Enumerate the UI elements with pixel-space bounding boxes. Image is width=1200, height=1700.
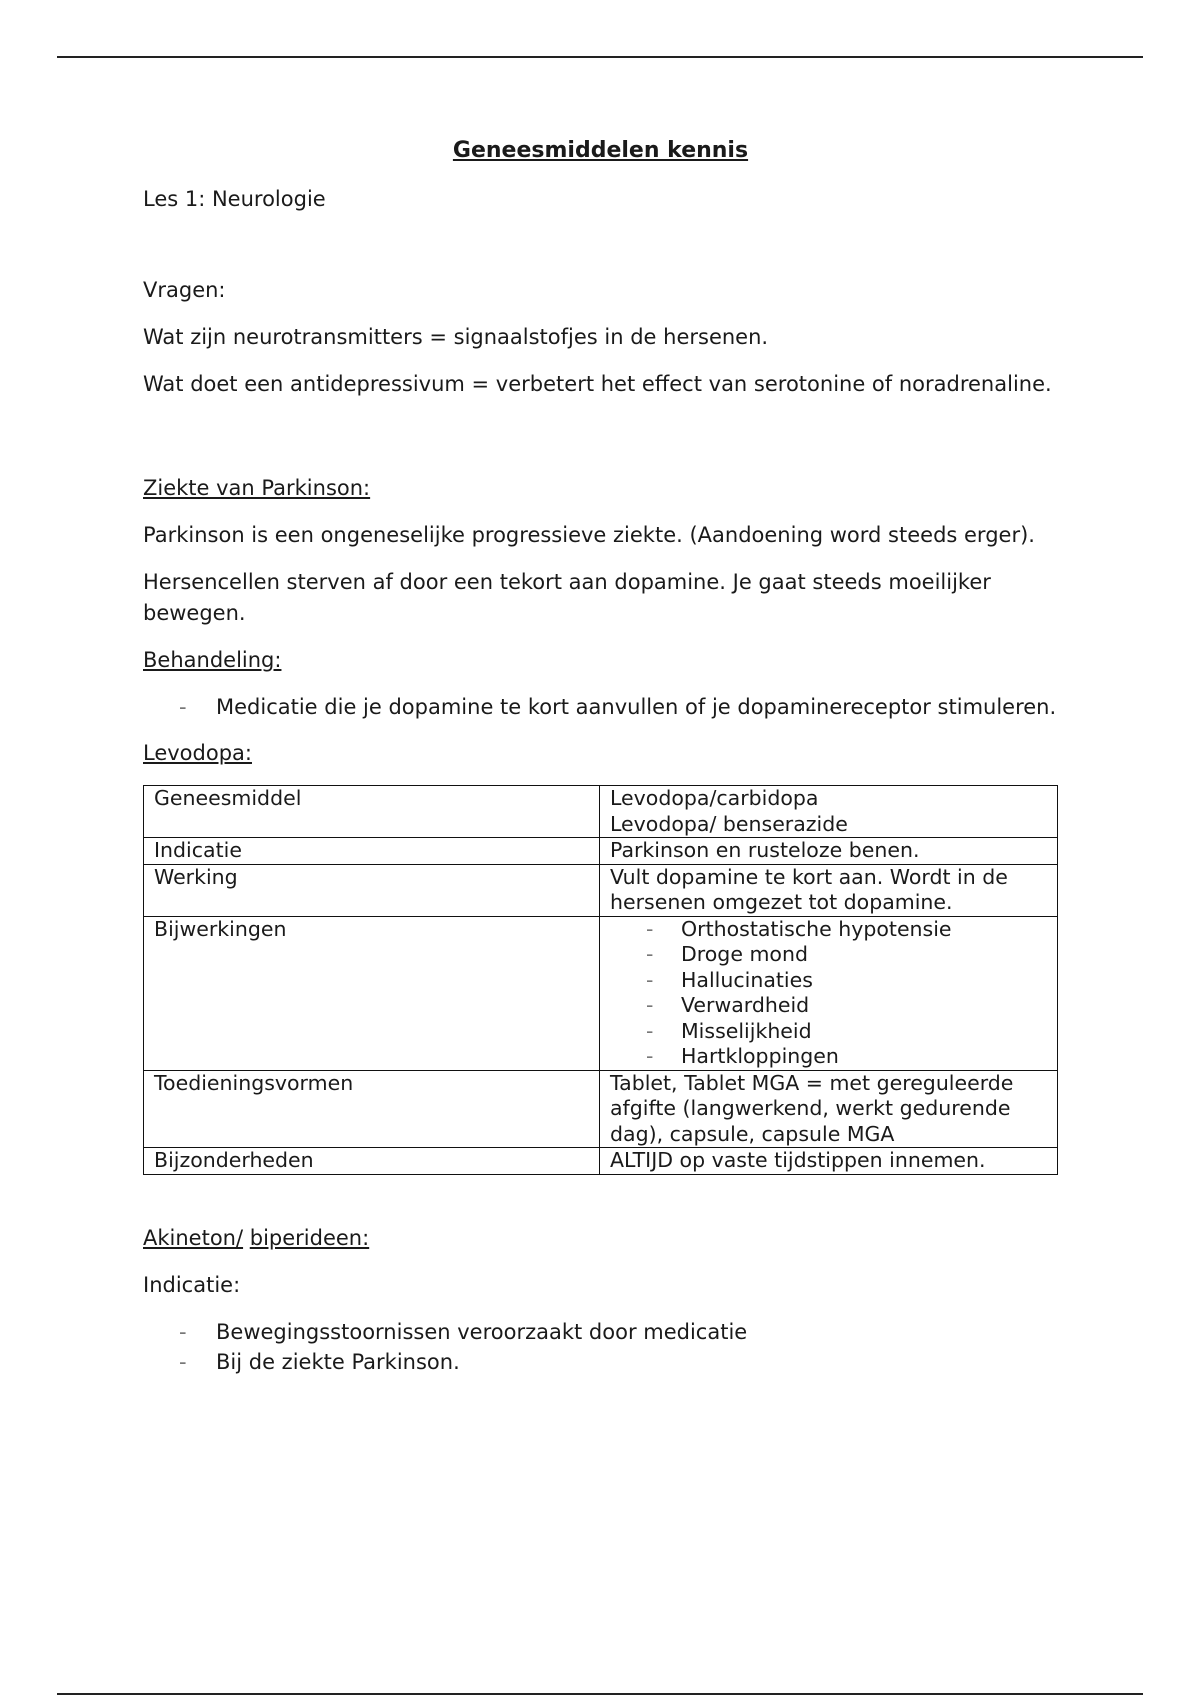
row-label-bijwerkingen: Bijwerkingen bbox=[144, 916, 600, 1070]
row-label-werking: Werking bbox=[144, 864, 600, 916]
question-1: Wat zijn neurotransmitters = signaalstofjes in de hersenen. bbox=[143, 325, 769, 349]
row-label-toediening: Toedieningsvormen bbox=[144, 1070, 600, 1148]
table-row bbox=[144, 838, 1058, 865]
row-label-indicatie: Indicatie bbox=[144, 838, 600, 865]
treatment-list bbox=[143, 692, 1058, 722]
side-effects-list bbox=[610, 917, 1047, 1070]
akineton-heading-part2: biperideen: bbox=[249, 1225, 370, 1250]
header-rule bbox=[57, 56, 1143, 58]
questions-heading: Vragen: bbox=[143, 278, 226, 302]
levodopa-table bbox=[143, 785, 1058, 1175]
akineton-heading bbox=[143, 1223, 1058, 1254]
row-value-indicatie: Parkinson en rusteloze benen. bbox=[600, 838, 1058, 865]
row-value-bijzonderheden: ALTIJD op vaste tijdstippen innemen. bbox=[600, 1148, 1058, 1175]
row-value-werking: Vult dopamine te kort aan. Wordt in de hersenen omgezet tot dopamine. bbox=[600, 864, 1058, 916]
parkinson-paragraph-1: Parkinson is een ongeneselijke progressieve ziekte. (Aandoening word steeds erger). bbox=[143, 523, 1035, 547]
akineton-indicatie-heading: Indicatie: bbox=[143, 1272, 241, 1297]
lesson-heading: Les 1: Neurologie bbox=[143, 187, 326, 211]
table-row bbox=[144, 1148, 1058, 1175]
footer-rule bbox=[57, 1693, 1143, 1695]
list-item: - Medicatie die je dopamine te kort aanvullen of je dopaminereceptor stimuleren. bbox=[143, 692, 1058, 722]
document-title: Geneesmiddelen kennis bbox=[452, 138, 749, 163]
akineton-heading-part1: Akineton/ bbox=[143, 1225, 244, 1250]
row-value-bijwerkingen bbox=[600, 916, 1058, 1070]
parkinson-paragraph-2: Hersencellen sterven af door een tekort aan dopamine. Je gaat steeds moeilijker bewegen. bbox=[143, 570, 991, 625]
list-item: - Hartkloppingen bbox=[610, 1044, 1047, 1070]
question-2: Wat doet een antidepressivum = verbetert het effect van serotonine of noradrenaline. bbox=[143, 372, 1052, 396]
drug-name: Levodopa/carbidopa bbox=[610, 786, 819, 810]
table-row bbox=[144, 864, 1058, 916]
table-row bbox=[144, 786, 1058, 838]
drug-name: Levodopa/ benserazide bbox=[610, 811, 848, 836]
list-item: - Verwardheid bbox=[610, 993, 1047, 1019]
row-value-geneesmiddel bbox=[600, 786, 1058, 838]
row-label-geneesmiddel: Geneesmiddel bbox=[144, 786, 600, 838]
list-item: - Droge mond bbox=[610, 942, 1047, 968]
levodopa-heading: Levodopa: bbox=[143, 741, 252, 765]
list-item: - Orthostatische hypotensie bbox=[610, 917, 1047, 943]
treatment-heading: Behandeling: bbox=[143, 648, 282, 672]
list-item: - Bewegingsstoornissen veroorzaakt door medicatie bbox=[143, 1317, 1058, 1347]
document-body bbox=[143, 136, 1058, 1393]
table-row bbox=[144, 916, 1058, 1070]
akineton-indicatie-list bbox=[143, 1317, 1058, 1377]
list-item: - Misselijkheid bbox=[610, 1019, 1047, 1045]
parkinson-heading: Ziekte van Parkinson: bbox=[143, 476, 371, 500]
list-item: - Bij de ziekte Parkinson. bbox=[143, 1347, 1058, 1377]
table-row bbox=[144, 1070, 1058, 1148]
list-item: - Hallucinaties bbox=[610, 968, 1047, 994]
row-value-toediening: Tablet, Tablet MGA = met gereguleerde afgifte (langwerkend, werkt gedurende dag), capsule, capsule MGA bbox=[600, 1070, 1058, 1148]
row-label-bijzonderheden: Bijzonderheden bbox=[144, 1148, 600, 1175]
